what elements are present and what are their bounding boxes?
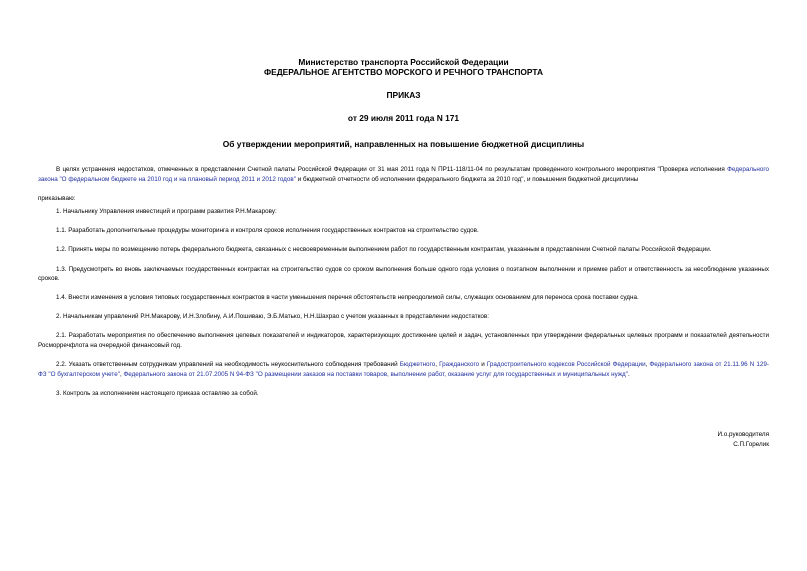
item-2-2: [38, 360, 769, 379]
accounting-law-link[interactable]: Федерального закона от 21.11.96 N 129-ФЗ "О бухгалтерском учете": [38, 361, 769, 378]
doc-type-heading: ПРИКАЗ: [386, 90, 421, 100]
item-1-4: 1.4. Внести изменения в условия типовых государственных контрактов в части уменьшения перечня обстоятельств непреодолимой силы, служащих основанием для переноса срока поставки судна.: [56, 294, 639, 302]
signature-block: [38, 430, 769, 450]
item-2: 2. Начальникам управлений Р.Н.Макарову, И.Н.Злобину, А.И.Пошиваю, Э.Б.Матько, Н.Н.Шахрао с учетом указанных в представлении недостатков:: [56, 313, 490, 321]
preamble-text-1: В целях устранения недостатков, отмеченных в представлении Счетной палаты Российской Федерации от 31 мая 2011 года N ПР11-118/11-04 по результатам проведенного контрольного мероприятия "Проверка исполнения: [56, 166, 728, 173]
document-body: [38, 165, 769, 398]
item-2-2-comma-3: ,: [119, 370, 124, 378]
item-2-2-end: .: [627, 370, 630, 378]
ministry-heading: Министерство транспорта Российской Федерации: [298, 57, 509, 67]
item-1-1: 1.1. Разработать дополнительные процедуры мониторинга и контроля сроков исполнения государственных контрактов на строительство судов.: [56, 227, 479, 235]
item-2-2-text: 2.2. Указать ответственным сотрудникам управлений на необходимость неукоснительного соблюдения требований: [56, 361, 400, 369]
item-2-1: 2.1. Разработать мероприятия по обеспечению выполнения целевых показателей и индикаторов, характеризующих достижение целей и задач, установленных при утверждении федеральных целевых программ и показателей деятельности Росморречфлота на очередной финансовый год.: [38, 332, 769, 350]
document-title: Об утверждении мероприятий, направленных на повышение бюджетной дисциплины: [222, 139, 585, 149]
procurement-law-link[interactable]: Федерального закона от 21.07.2005 N 94-ФЗ "О размещении заказов на поставки товаров, выполнение работ, оказание услуг для государственных и муниципальных нужд": [123, 370, 628, 378]
budget-code-link[interactable]: Бюджетного: [399, 361, 436, 369]
item-1: 1. Начальнику Управления инвестиций и программ развития Р.Н.Макарову:: [56, 208, 277, 216]
budget-law-link[interactable]: Федерального закона "О федеральном бюджете на 2010 год и на плановый период 2011 и 2012 годов": [38, 166, 769, 183]
item-1-3: 1.3. Предусмотреть во вновь заключаемых государственных контрактах на строительство судов со сроком выполнения больше одного года условия о поэтапном выполнении и приемке работ и ответственность за несоблюдение указанных сроков.: [38, 265, 769, 283]
agency-heading: ФЕДЕРАЛЬНОЕ АГЕНТСТВО МОРСКОГО И РЕЧНОГО ТРАНСПОРТА: [263, 67, 544, 77]
item-3: 3. Контроль за исполнением настоящего приказа оставляю за собой.: [56, 389, 259, 397]
item-2-2-comma-1: ,: [435, 361, 440, 369]
item-2-2-comma-2: ,: [645, 361, 650, 369]
preamble-text-2: и бюджетной отчетности об исполнении федерального бюджета за 2010 год", и повышения бюджетной дисциплины: [295, 175, 639, 183]
preamble-paragraph: [38, 165, 769, 184]
signatory-name: С.П.Горелик: [733, 441, 769, 449]
item-1-2: 1.2. Принять меры по возмещению потерь федерального бюджета, связанных с несвоевременным выполнением работ по государственным контрактам, указанным в представлении Счетной палаты Российской Федерации.: [56, 246, 712, 254]
urban-planning-code-link[interactable]: Градостроительного кодексов Российской Федерации: [486, 361, 646, 369]
signatory-position: И.о.руководителя: [717, 431, 769, 439]
civil-code-link[interactable]: Гражданского: [439, 361, 480, 369]
date-number-heading: от 29 июля 2011 года N 171: [347, 113, 460, 123]
item-2-2-and: и: [479, 361, 487, 369]
order-word: приказываю:: [38, 194, 76, 202]
